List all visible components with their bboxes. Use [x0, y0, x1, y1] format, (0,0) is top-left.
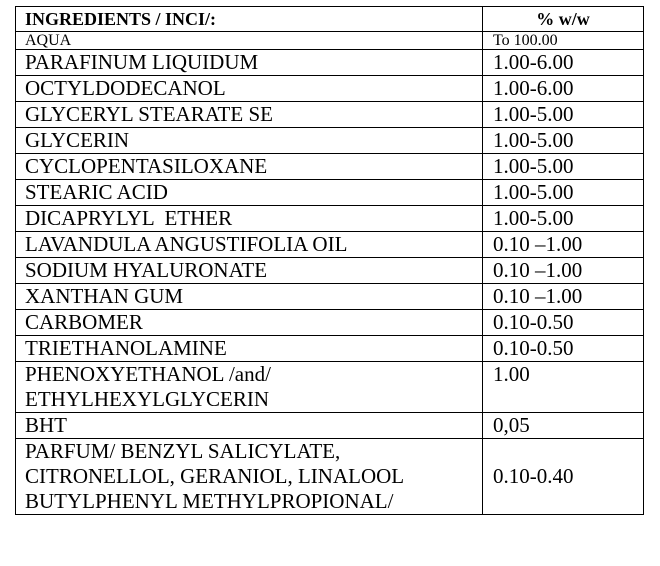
ingredient-name: PARFUM/ BENZYL SALICYLATE, CITRONELLOL, GERANIOL, LINALOOL BUTYLPHENYL METHYLPROPIONAL/	[16, 439, 483, 515]
table-row	[16, 232, 644, 258]
table-row	[16, 206, 644, 232]
table-row	[16, 180, 644, 206]
ingredient-name: GLYCERIN	[16, 128, 483, 154]
table-row	[16, 154, 644, 180]
table-row	[16, 32, 644, 50]
ingredient-percent: 1.00-6.00	[483, 76, 644, 102]
table-row	[16, 102, 644, 128]
ingredient-percent: 1.00	[483, 362, 644, 413]
ingredient-percent: 1.00-5.00	[483, 154, 644, 180]
ingredient-percent: 1.00-5.00	[483, 206, 644, 232]
table-row	[16, 336, 644, 362]
ingredient-name: CYCLOPENTASILOXANE	[16, 154, 483, 180]
ingredient-name: PHENOXYETHANOL /and/ ETHYLHEXYLGLYCERIN	[16, 362, 483, 413]
ingredient-name: GLYCERYL STEARATE SE	[16, 102, 483, 128]
ingredient-name: OCTYLDODECANOL	[16, 76, 483, 102]
header-row	[16, 7, 644, 32]
ingredient-name: LAVANDULA ANGUSTIFOLIA OIL	[16, 232, 483, 258]
table-row	[16, 284, 644, 310]
ingredient-percent: 0.10 –1.00	[483, 232, 644, 258]
ingredient-percent: 1.00-5.00	[483, 128, 644, 154]
ingredient-name: SODIUM HYALURONATE	[16, 258, 483, 284]
ingredient-percent: 0,05	[483, 413, 644, 439]
table-row	[16, 128, 644, 154]
ingredient-column-header: INGREDIENTS / INCI/:	[16, 7, 483, 32]
ingredient-name: XANTHAN GUM	[16, 284, 483, 310]
table-row	[16, 310, 644, 336]
ingredient-percent: 0.10-0.50	[483, 310, 644, 336]
ingredient-name: TRIETHANOLAMINE	[16, 336, 483, 362]
ingredient-percent: 0.10-0.40	[483, 439, 644, 515]
table-row	[16, 362, 644, 413]
ingredient-percent: 0.10 –1.00	[483, 258, 644, 284]
ingredient-percent: 1.00-6.00	[483, 50, 644, 76]
ingredient-name: AQUA	[16, 32, 483, 50]
ingredients-table	[15, 6, 644, 515]
table-row	[16, 439, 644, 515]
table-row	[16, 76, 644, 102]
ingredient-percent: 0.10-0.50	[483, 336, 644, 362]
ingredient-percent: 0.10 –1.00	[483, 284, 644, 310]
table-row	[16, 50, 644, 76]
ingredient-percent: 1.00-5.00	[483, 102, 644, 128]
ingredient-name: CARBOMER	[16, 310, 483, 336]
ingredient-name: STEARIC ACID	[16, 180, 483, 206]
table-row	[16, 258, 644, 284]
ingredient-name: DICAPRYLYL ETHER	[16, 206, 483, 232]
percent-column-header: % w/w	[483, 7, 644, 32]
table-row	[16, 413, 644, 439]
ingredient-percent: To 100.00	[483, 32, 644, 50]
ingredient-name: BHT	[16, 413, 483, 439]
ingredient-name: PARAFINUM LIQUIDUM	[16, 50, 483, 76]
ingredient-percent: 1.00-5.00	[483, 180, 644, 206]
